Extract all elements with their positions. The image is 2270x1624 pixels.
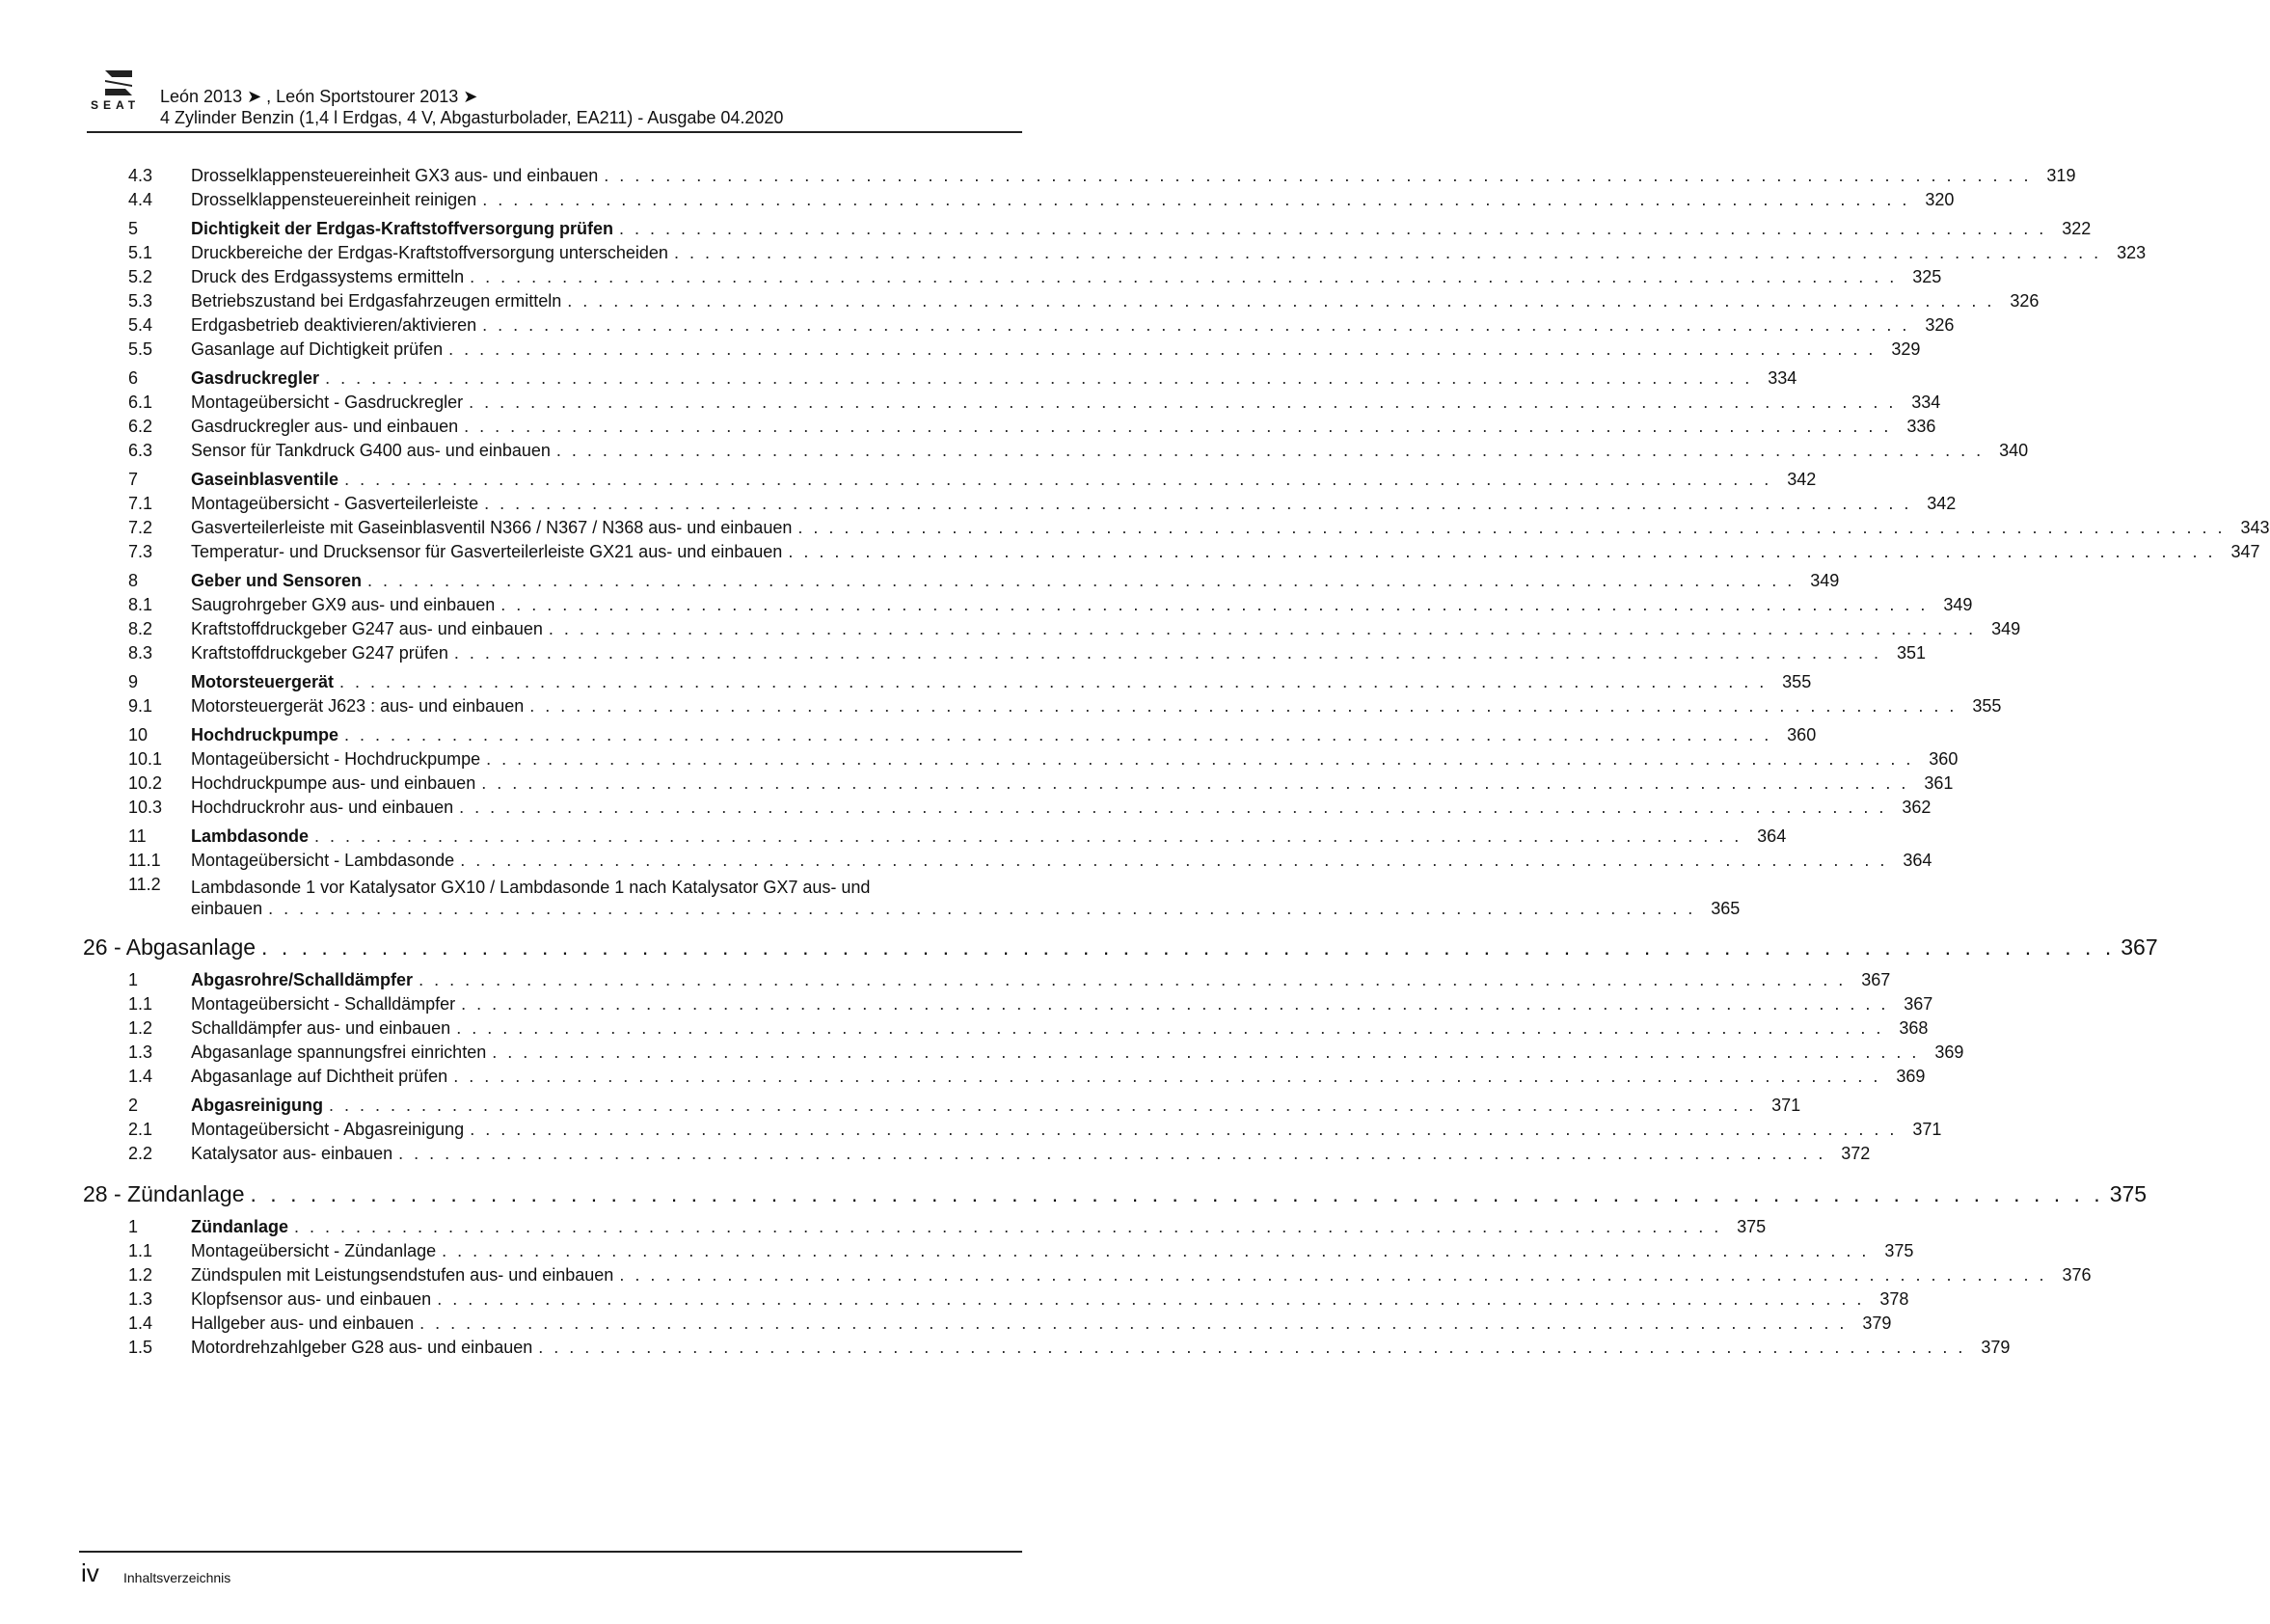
entry-page-number: 378 (1879, 1289, 1909, 1309)
dot-leader: . . . . . . . . . . . . . . . . . . . . . . . . . . . . . . . . . . . . . . . . . . . . . . . . . . . . . . . . . . . . . . . . . . . . . . . . . . . . . . . . . . . . . . . . . . . . . (482, 315, 1910, 335)
entry-title: Lambdasonde 1 vor Katalysator GX10 / Lambdasonde 1 nach Katalysator GX7 aus- und (191, 878, 871, 897)
entry-page-number: 369 (1896, 1067, 1926, 1086)
entry-page-number: 364 (1903, 851, 1932, 870)
toc-section-heading[interactable] (79, 968, 1891, 992)
entry-title: Saugrohrgeber GX9 aus- und einbauen (191, 595, 496, 614)
entry-page-number: 329 (1891, 339, 1921, 359)
toc-entry[interactable] (79, 617, 2021, 641)
entry-page-number: 323 (2117, 243, 2147, 262)
dot-leader: . . . . . . . . . . . . . . . . . . . . . . . . . . . . . . . . . . . . . . . . . . . . . . . . . . . . . . . . . . . . . . . . . . . . . . . . . . . . . . . . . . . . . . . . . . . . . (464, 417, 1892, 436)
dot-leader: . . . . . . . . . . . . . . . . . . . . . . . . . . . . . . . . . . . . . . . . . . . . . . . . . . . . . . . . . . . . . . . . . . . . . . . . . . . . . . . . . . . . . . . . . . . . . (797, 518, 2226, 537)
dot-leader: . . . . . . . . . . . . . . . . . . . . . . . . . . . . . . . . . . . . . . . . . . . . . . . . . . . . . . . . . . . . . . . . . . . . . . . . . . . . . . . . . . . . . . . . . . . . . (261, 934, 2116, 960)
entry-number: 6.3 (128, 441, 153, 460)
entry-title: Montageübersicht - Hochdruckpumpe (191, 749, 481, 769)
dot-leader: . . . . . . . . . . . . . . . . . . . . . . . . . . . . . . . . . . . . . . . . . . . . . . . . . . . . . . . . . . . . . . . . . . . . . . . . . . . . . . . . . . . . . . . . . . . . . (469, 392, 1897, 412)
dot-leader: . . . . . . . . . . . . . . . . . . . . . . . . . . . . . . . . . . . . . . . . . . . . . . . . . . . . . . . . . . . . . . . . . . . . . . . . . . . . . . . . . . . . . . . . . . . . . (314, 826, 1743, 846)
entry-title: Montageübersicht - Gasverteilerleiste (191, 494, 479, 513)
dot-leader: . . . . . . . . . . . . . . . . . . . . . . . . . . . . . . . . . . . . . . . . . . . . . . . . . . . . . . . . . . . . . . . . . . . . . . . . . . . . . . . . . . . . . . . . . . . . . (470, 267, 1898, 286)
toc-entry[interactable] (79, 265, 1942, 289)
toc-entry[interactable] (79, 1336, 2011, 1360)
entry-page-number: 367 (1904, 994, 1933, 1014)
section-page-number: 367 (1861, 970, 1891, 989)
toc-chapter-heading[interactable] (79, 1177, 2148, 1210)
entry-title: Drosselklappensteuereinheit reinigen (191, 190, 477, 209)
entry-title: Klopfsensor aus- und einbauen (191, 1289, 432, 1309)
toc-section-heading[interactable] (79, 1215, 1767, 1239)
dot-leader: . . . . . . . . . . . . . . . . . . . . . . . . . . . . . . . . . . . . . . . . . . . . . . . . . . . . . . . . . . . . . . . . . . . . . . . . . . . . . . . . . . . . . . . . . . . . . (555, 441, 1985, 460)
entry-page-number: 336 (1906, 417, 1936, 436)
dot-leader: . . . . . . . . . . . . . . . . . . . . . . . . . . . . . . . . . . . . . . . . . . . . . . . . . . . . . . . . . . . . . . . . . . . . . . . . . . . . . . . . . . . . . . . . . . . . . (470, 1120, 1898, 1139)
dot-leader: . . . . . . . . . . . . . . . . . . . . . . . . . . . . . . . . . . . . . . . . . . . . . . . . . . . . . . . . . . . . . . . . . . . . . . . . . . . . . . . . . . . . . . . . . . . . . (250, 1181, 2104, 1206)
toc-entry[interactable] (79, 849, 1932, 873)
dot-leader: . . . . . . . . . . . . . . . . . . . . . . . . . . . . . . . . . . . . . . . . . . . . . . . . . . . . . . . . . . . . . . . . . . . . . . . . . . . . . . . . . . . . . . . . . . . . . (788, 542, 2216, 561)
entry-page-number: 372 (1841, 1144, 1871, 1163)
dot-leader: . . . . . . . . . . . . . . . . . . . . . . . . . . . . . . . . . . . . . . . . . . . . . . . . . . . . . . . . . . . . . . . . . . . . . . . . . . . . . . . . . . . . . . . . . . . . . (619, 219, 2047, 238)
toc-entry[interactable] (79, 241, 2147, 265)
dot-leader: . . . . . . . . . . . . . . . . . . . . . . . . . . . . . . . . . . . . . . . . . . . . . . . . . . . . . . . . . . . . . . . . . . . . . . . . . . . . . . . . . . . . . . . . . . . . . (482, 190, 1910, 209)
entry-page-number: 319 (2046, 166, 2076, 185)
entry-title: Katalysator aus- einbauen (191, 1144, 393, 1163)
dot-leader: . . . . . . . . . . . . . . . . . . . . . . . . . . . . . . . . . . . . . . . . . . . . . . . . . . . . . . . . . . . . . . . . . . . . . . . . . . . . . . . . . . . . . . . . . . . . . (456, 1018, 1884, 1038)
dot-leader: . . . . . . . . . . . . . . . . . . . . . . . . . . . . . . . . . . . . . . . . . . . . . . . . . . . . . . . . . . . . . . . . . . . . . . . . . . . . . . . . . . . . . . . . . . . . . (619, 1265, 2047, 1285)
toc-entry[interactable] (79, 593, 1973, 617)
entry-number: 4.4 (128, 190, 153, 209)
entry-title: Kraftstoffdruckgeber G247 prüfen (191, 643, 448, 663)
section-title: Dichtigkeit der Erdgas-Kraftstoffversorgung prüfen (191, 219, 614, 238)
entry-page-number: 349 (1991, 619, 2021, 638)
toc-entry[interactable] (79, 188, 1955, 212)
dot-leader: . . . . . . . . . . . . . . . . . . . . . . . . . . . . . . . . . . . . . . . . . . . . . . . . . . . . . . . . . . . . . . . . . . . . . . . . . . . . . . . . . . . . . . . . . . . . . (398, 1144, 1826, 1163)
toc-entry[interactable] (79, 1065, 1926, 1089)
section-number: 8 (128, 571, 139, 590)
entry-number: 11.2 (128, 875, 161, 894)
entry-page-number: 379 (1981, 1338, 2011, 1357)
entry-title: Sensor für Tankdruck G400 aus- und einbauen (191, 441, 551, 460)
entry-number: 1.1 (128, 994, 153, 1014)
dot-leader: . . . . . . . . . . . . . . . . . . . . . . . . . . . . . . . . . . . . . . . . . . . . . . . . . . . . . . . . . . . . . . . . . . . . . . . . . . . . . . . . . . . . . . . . . . . . . (538, 1338, 1966, 1357)
entry-number: 6.1 (128, 392, 153, 412)
seat-s-icon (102, 68, 135, 97)
entry-title: Montageübersicht - Gasdruckregler (191, 392, 464, 412)
section-page-number: 349 (1810, 571, 1840, 590)
toc-entry[interactable] (79, 1118, 1942, 1142)
toc-entry[interactable] (79, 439, 2029, 463)
entry-page-number: 340 (1999, 441, 2029, 460)
entry-number: 7.2 (128, 518, 153, 537)
entry-number: 8.3 (128, 643, 153, 663)
dot-leader: . . . . . . . . . . . . . . . . . . . . . . . . . . . . . . . . . . . . . . . . . . . . . . . . . . . . . . . . . . . . . . . . . . . . . . . . . . . . . . . . . . . . . . . . . . . . . (459, 798, 1887, 817)
dot-leader: . . . . . . . . . . . . . . . . . . . . . . . . . . . . . . . . . . . . . . . . . . . . . . . . . . . . . . . . . . . . . . . . . . . . . . . . . . . . . . . . . . . . . . . . . . . . . (329, 1096, 1757, 1115)
dot-leader: . . . . . . . . . . . . . . . . . . . . . . . . . . . . . . . . . . . . . . . . . . . . . . . . . . . . . . . . . . . . . . . . . . . . . . . . . . . . . . . . . . . . . . . . . . . . . (567, 291, 1995, 311)
chapter-title: 28 - Zündanlage (83, 1181, 245, 1206)
chapter-page-number: 367 (2121, 934, 2158, 960)
dot-leader: . . . . . . . . . . . . . . . . . . . . . . . . . . . . . . . . . . . . . . . . . . . . . . . . . . . . . . . . . . . . . . . . . . . . . . . . . . . . . . . . . . . . . . . . . . . . . (367, 571, 1796, 590)
toc-entry[interactable] (79, 1263, 2092, 1287)
entry-number: 5.4 (128, 315, 153, 335)
entry-title: Schalldämpfer aus- und einbauen (191, 1018, 451, 1038)
entry-title: Zündspulen mit Leistungsendstufen aus- und einbauen (191, 1265, 614, 1285)
chapter-page-number: 375 (2109, 1181, 2148, 1206)
section-title: Geber und Sensoren (191, 571, 363, 590)
header-model-line: León 2013 ➤ , León Sportstourer 2013 ➤ (160, 87, 478, 106)
dot-leader: . . . . . . . . . . . . . . . . . . . . . . . . . . . . . . . . . . . . . . . . . . . . . . . . . . . . . . . . . . . . . . . . . . . . . . . . . . . . . . . . . . . . . . . . . . . . . (419, 1313, 1848, 1333)
entry-page-number: 369 (1934, 1042, 1964, 1062)
toc-entry[interactable] (79, 492, 1957, 516)
entry-title: Druck des Erdgassystems ermitteln (191, 267, 465, 286)
entry-number: 1.4 (128, 1313, 153, 1333)
toc-entry[interactable] (79, 694, 2002, 718)
toc-entry[interactable] (79, 415, 1936, 439)
entry-number: 2.1 (128, 1120, 153, 1139)
entry-number: 8.1 (128, 595, 153, 614)
entry-number: 11.1 (128, 851, 161, 870)
toc-entry[interactable] (79, 1312, 1892, 1336)
entry-page-number: 371 (1912, 1120, 1942, 1139)
toc-entry[interactable] (79, 641, 1927, 665)
entry-number: 1.2 (128, 1018, 153, 1038)
entry-number: 6.2 (128, 417, 153, 436)
entry-page-number: 375 (1884, 1241, 1914, 1260)
dot-leader: . . . . . . . . . . . . . . . . . . . . . . . . . . . . . . . . . . . . . . . . . . . . . . . . . . . . . . . . . . . . . . . . . . . . . . . . . . . . . . . . . . . . . . . . . . . . . (548, 619, 1977, 638)
dot-leader: . . . . . . . . . . . . . . . . . . . . . . . . . . . . . . . . . . . . . . . . . . . . . . . . . . . . . . . . . . . . . . . . . . . . . . . . . . . . . . . . . . . . . . . . . . . . . (268, 899, 1696, 918)
entry-number: 8.2 (128, 619, 153, 638)
entry-page-number: 326 (1925, 315, 1955, 335)
dot-leader: . . . . . . . . . . . . . . . . . . . . . . . . . . . . . . . . . . . . . . . . . . . . . . . . . . . . . . . . . . . . . . . . . . . . . . . . . . . . . . . . . . . . . . . . . . . . . (673, 243, 2102, 262)
entry-page-number: 379 (1862, 1313, 1892, 1333)
entry-number: 5.1 (128, 243, 153, 262)
header-engine-line: 4 Zylinder Benzin (1,4 l Erdgas, 4 V, Abgasturbolader, EA211) - Ausgabe 04.2020 (160, 108, 784, 127)
dot-leader: . . . . . . . . . . . . . . . . . . . . . . . . . . . . . . . . . . . . . . . . . . . . . . . . . . . . . . . . . . . . . . . . . . . . . . . . . . . . . . . . . . . . . . . . . . . . . (604, 166, 2032, 185)
entry-number: 1.5 (128, 1338, 153, 1357)
entry-page-number: 320 (1925, 190, 1955, 209)
entry-number: 7.1 (128, 494, 153, 513)
footer-rule (79, 1551, 1022, 1553)
dot-leader: . . . . . . . . . . . . . . . . . . . . . . . . . . . . . . . . . . . . . . . . . . . . . . . . . . . . . . . . . . . . . . . . . . . . . . . . . . . . . . . . . . . . . . . . . . . . . (344, 725, 1772, 744)
entry-number: 7.3 (128, 542, 153, 561)
section-title: Gasdruckregler (191, 368, 320, 388)
entry-page-number: 334 (1911, 392, 1941, 412)
dot-leader: . . . . . . . . . . . . . . . . . . . . . . . . . . . . . . . . . . . . . . . . . . . . . . . . . . . . . . . . . . . . . . . . . . . . . . . . . . . . . . . . . . . . . . . . . . . . . (339, 672, 1768, 691)
dot-leader: . . . . . . . . . . . . . . . . . . . . . . . . . . . . . . . . . . . . . . . . . . . . . . . . . . . . . . . . . . . . . . . . . . . . . . . . . . . . . . . . . . . . . . . . . . . . . (486, 749, 1914, 769)
entry-title: Gasanlage auf Dichtigkeit prüfen (191, 339, 444, 359)
dot-leader: . . . . . . . . . . . . . . . . . . . . . . . . . . . . . . . . . . . . . . . . . . . . . . . . . . . . . . . . . . . . . . . . . . . . . . . . . . . . . . . . . . . . . . . . . . . . . (460, 851, 1888, 870)
entry-page-number: 360 (1929, 749, 1959, 769)
entry-title: Druckbereiche der Erdgas-Kraftstoffversorgung unterscheiden (191, 243, 668, 262)
entry-number: 1.4 (128, 1067, 153, 1086)
entry-page-number: 362 (1902, 798, 1932, 817)
toc-entry[interactable] (79, 516, 2270, 540)
entry-page-number: 343 (2240, 518, 2270, 537)
entry-page-number: 361 (1924, 773, 1954, 793)
section-page-number: 342 (1787, 470, 1817, 489)
toc-entry[interactable] (79, 338, 1921, 362)
dot-leader: . . . . . . . . . . . . . . . . . . . . . . . . . . . . . . . . . . . . . . . . . . . . . . . . . . . . . . . . . . . . . . . . . . . . . . . . . . . . . . . . . . . . . . . . . . . . . (442, 1241, 1870, 1260)
section-number: 7 (128, 470, 139, 489)
footer-page-number: iv (81, 1558, 99, 1587)
dot-leader: . . . . . . . . . . . . . . . . . . . . . . . . . . . . . . . . . . . . . . . . . . . . . . . . . . . . . . . . . . . . . . . . . . . . . . . . . . . . . . . . . . . . . . . . . . . . . (484, 494, 1912, 513)
entry-title-block (191, 877, 1740, 919)
section-number: 11 (128, 826, 147, 846)
entry-number: 10.3 (128, 798, 163, 817)
entry-title-continuation (191, 898, 1740, 919)
section-number: 2 (128, 1096, 139, 1115)
entry-number: 1.1 (128, 1241, 153, 1260)
toc-entry[interactable] (79, 164, 2076, 188)
footer-label: Inhaltsverzeichnis (123, 1570, 231, 1585)
toc-entry[interactable] (79, 796, 1932, 820)
section-page-number: 322 (2062, 219, 2092, 238)
section-page-number: 334 (1768, 368, 1797, 388)
entry-title: Temperatur- und Drucksensor für Gasverteilerleiste GX21 aus- und einbauen (191, 542, 783, 561)
toc-section-heading[interactable] (79, 217, 2092, 241)
entry-title: Betriebszustand bei Erdgasfahrzeugen ermitteln (191, 291, 562, 311)
entry-title: Kraftstoffdruckgeber G247 aus- und einbauen (191, 619, 543, 638)
entry-number: 10.2 (128, 773, 163, 793)
entry-title: Motordrehzahlgeber G28 aus- und einbauen (191, 1338, 533, 1357)
entry-title: Erdgasbetrieb deaktivieren/aktivieren (191, 315, 477, 335)
dot-leader: . . . . . . . . . . . . . . . . . . . . . . . . . . . . . . . . . . . . . . . . . . . . . . . . . . . . . . . . . . . . . . . . . . . . . . . . . . . . . . . . . . . . . . . . . . . . . (492, 1042, 1920, 1062)
toc-entry[interactable] (79, 771, 1954, 796)
toc-entry[interactable] (79, 873, 1741, 919)
section-title: Zündanlage (191, 1217, 289, 1236)
section-title: Gaseinblasventile (191, 470, 339, 489)
dot-leader: . . . . . . . . . . . . . . . . . . . . . . . . . . . . . . . . . . . . . . . . . . . . . . . . . . . . . . . . . . . . . . . . . . . . . . . . . . . . . . . . . . . . . . . . . . . . . (453, 1067, 1881, 1086)
entry-number: 5.5 (128, 339, 153, 359)
entry-title: Montageübersicht - Schalldämpfer (191, 994, 456, 1014)
section-number: 1 (128, 970, 139, 989)
seat-logo-text: SEAT (91, 98, 141, 112)
header-rule (87, 131, 1022, 133)
dot-leader: . . . . . . . . . . . . . . . . . . . . . . . . . . . . . . . . . . . . . . . . . . . . . . . . . . . . . . . . . . . . . . . . . . . . . . . . . . . . . . . . . . . . . . . . . . . . . (453, 643, 1882, 663)
toc-entry[interactable] (79, 1287, 1909, 1312)
entry-number: 1.3 (128, 1289, 153, 1309)
entry-page-number: 326 (2010, 291, 2040, 311)
entry-title: Abgasanlage spannungsfrei einrichten (191, 1042, 487, 1062)
entry-page-number: 347 (2230, 542, 2260, 561)
entry-title: Abgasanlage auf Dichtheit prüfen (191, 1067, 448, 1086)
dot-leader: . . . . . . . . . . . . . . . . . . . . . . . . . . . . . . . . . . . . . . . . . . . . . . . . . . . . . . . . . . . . . . . . . . . . . . . . . . . . . . . . . . . . . . . . . . . . . (325, 368, 1753, 388)
entry-page-number: 351 (1896, 643, 1927, 663)
toc-entry[interactable] (79, 540, 2260, 564)
entry-page-number: 342 (1927, 494, 1957, 513)
entry-page-number: 325 (1912, 267, 1942, 286)
seat-logo (87, 68, 143, 114)
page-header (87, 68, 1022, 133)
entry-number: 4.3 (128, 166, 153, 185)
section-title: Hochdruckpumpe (191, 725, 339, 744)
toc-entry[interactable] (79, 1016, 1929, 1041)
entry-number: 10.1 (128, 749, 163, 769)
toc-entry[interactable] (79, 992, 1933, 1016)
dot-leader: . . . . . . . . . . . . . . . . . . . . . . . . . . . . . . . . . . . . . . . . . . . . . . . . . . . . . . . . . . . . . . . . . . . . . . . . . . . . . . . . . . . . . . . . . . . . . (481, 773, 1909, 793)
dot-leader: . . . . . . . . . . . . . . . . . . . . . . . . . . . . . . . . . . . . . . . . . . . . . . . . . . . . . . . . . . . . . . . . . . . . . . . . . . . . . . . . . . . . . . . . . . . . . (344, 470, 1772, 489)
dot-leader: . . . . . . . . . . . . . . . . . . . . . . . . . . . . . . . . . . . . . . . . . . . . . . . . . . . . . . . . . . . . . . . . . . . . . . . . . . . . . . . . . . . . . . . . . . . . . (529, 696, 1958, 716)
section-page-number: 371 (1771, 1096, 1801, 1115)
section-title: Motorsteuergerät (191, 672, 335, 691)
entry-page-number: 365 (1711, 899, 1741, 918)
entry-page-number: 368 (1899, 1018, 1929, 1038)
table-of-contents (79, 164, 2270, 1360)
entry-number: 5.3 (128, 291, 153, 311)
toc-entry[interactable] (79, 1239, 1914, 1263)
dot-leader: . . . . . . . . . . . . . . . . . . . . . . . . . . . . . . . . . . . . . . . . . . . . . . . . . . . . . . . . . . . . . . . . . . . . . . . . . . . . . . . . . . . . . . . . . . . . . (461, 994, 1889, 1014)
section-number: 1 (128, 1217, 139, 1236)
toc-section-heading[interactable] (79, 468, 1817, 492)
entry-title: Gasdruckregler aus- und einbauen (191, 417, 459, 436)
entry-title: Gasverteilerleiste mit Gaseinblasventil N366 / N367 / N368 aus- und einbauen (191, 518, 793, 537)
entry-number: 1.3 (128, 1042, 153, 1062)
entry-number: 2.2 (128, 1144, 153, 1163)
dot-leader: . . . . . . . . . . . . . . . . . . . . . . . . . . . . . . . . . . . . . . . . . . . . . . . . . . . . . . . . . . . . . . . . . . . . . . . . . . . . . . . . . . . . . . . . . . . . . (437, 1289, 1865, 1309)
section-title: Lambdasonde (191, 826, 310, 846)
entry-number: 1.2 (128, 1265, 153, 1285)
toc-section-heading[interactable] (79, 723, 1817, 747)
entry-title: Montageübersicht - Abgasreinigung (191, 1120, 465, 1139)
toc-entry[interactable] (79, 747, 1959, 771)
section-page-number: 364 (1757, 826, 1787, 846)
section-number: 5 (128, 219, 139, 238)
section-number: 10 (128, 725, 149, 744)
toc-section-heading[interactable] (79, 366, 1797, 391)
chapter-title: 26 - Abgasanlage (83, 934, 257, 960)
section-number: 9 (128, 672, 139, 691)
toc-section-heading[interactable] (79, 569, 1840, 593)
entry-page-number: 376 (2062, 1265, 2092, 1285)
entry-title: Hallgeber aus- und einbauen (191, 1313, 415, 1333)
toc-entry[interactable] (79, 289, 2040, 313)
dot-leader: . . . . . . . . . . . . . . . . . . . . . . . . . . . . . . . . . . . . . . . . . . . . . . . . . . . . . . . . . . . . . . . . . . . . . . . . . . . . . . . . . . . . . . . . . . . . . (294, 1217, 1722, 1236)
section-title: Abgasreinigung (191, 1096, 324, 1115)
toc-section-heading[interactable] (79, 825, 1787, 849)
entry-title: Hochdruckrohr aus- und einbauen (191, 798, 454, 817)
toc-section-heading[interactable] (79, 1094, 1801, 1118)
toc-section-heading[interactable] (79, 670, 1812, 694)
section-page-number: 355 (1782, 672, 1812, 691)
toc-entry[interactable] (79, 313, 1955, 338)
entry-title: Hochdruckpumpe aus- und einbauen (191, 773, 476, 793)
entry-title-line2: einbauen (191, 899, 263, 918)
entry-number: 9.1 (128, 696, 153, 716)
entry-title: Drosselklappensteuereinheit GX3 aus- und einbauen (191, 166, 599, 185)
toc-entry[interactable] (79, 1041, 1964, 1065)
entry-number: 5.2 (128, 267, 153, 286)
entry-title: Montageübersicht - Zündanlage (191, 1241, 437, 1260)
dot-leader: . . . . . . . . . . . . . . . . . . . . . . . . . . . . . . . . . . . . . . . . . . . . . . . . . . . . . . . . . . . . . . . . . . . . . . . . . . . . . . . . . . . . . . . . . . . . . (419, 970, 1847, 989)
dot-leader: . . . . . . . . . . . . . . . . . . . . . . . . . . . . . . . . . . . . . . . . . . . . . . . . . . . . . . . . . . . . . . . . . . . . . . . . . . . . . . . . . . . . . . . . . . . . . (448, 339, 1877, 359)
toc-chapter-heading[interactable] (79, 931, 2158, 963)
section-page-number: 375 (1737, 1217, 1767, 1236)
entry-page-number: 349 (1943, 595, 1973, 614)
dot-leader: . . . . . . . . . . . . . . . . . . . . . . . . . . . . . . . . . . . . . . . . . . . . . . . . . . . . . . . . . . . . . . . . . . . . . . . . . . . . . . . . . . . . . . . . . . . . . (500, 595, 1929, 614)
entry-page-number: 355 (1972, 696, 2002, 716)
entry-title: Motorsteuergerät J623 : aus- und einbauen (191, 696, 525, 716)
toc-entry[interactable] (79, 391, 1941, 415)
section-title: Abgasrohre/Schalldämpfer (191, 970, 414, 989)
entry-title: Montageübersicht - Lambdasonde (191, 851, 455, 870)
toc-entry[interactable] (79, 1142, 1871, 1166)
section-number: 6 (128, 368, 139, 388)
section-page-number: 360 (1787, 725, 1817, 744)
